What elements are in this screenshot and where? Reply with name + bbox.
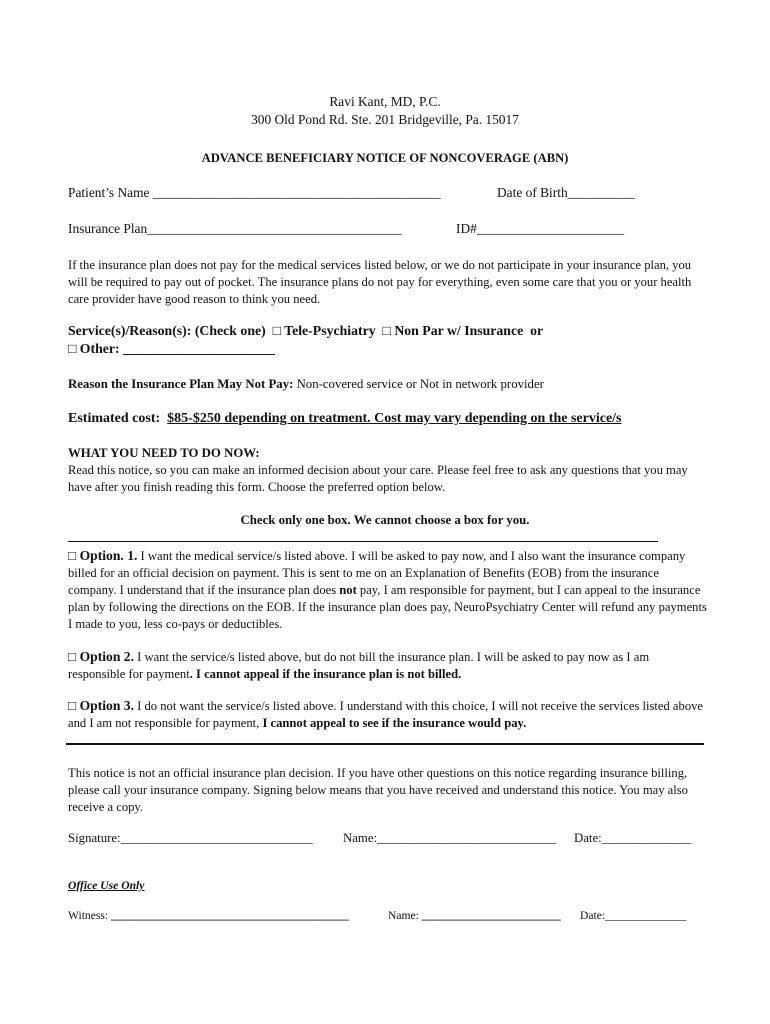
option-3-bold: I cannot appeal to see if the insurance would pay.: [262, 716, 527, 730]
practice-name: Ravi Kant, MD, P.C.: [329, 94, 441, 109]
witness-name-row: [388, 909, 561, 922]
other-checkbox[interactable]: □ Other: ______________________: [68, 341, 275, 356]
practice-address: 300 Old Pond Rd. Ste. 201 Bridgeville, Pa. 15017: [251, 112, 519, 127]
option-1-not: not: [339, 583, 357, 597]
tele-psychiatry-checkbox[interactable]: □ Tele-Psychiatry: [272, 323, 376, 338]
witness-field[interactable]: _________________________________________: [111, 909, 349, 922]
reason-row: [68, 377, 544, 392]
signature-field[interactable]: Signature:______________________________: [68, 831, 313, 845]
check-one-instruction: Check only one box. We cannot choose a box for you.: [240, 513, 530, 527]
form-title: ADVANCE BENEFICIARY NOTICE OF NONCOVERAGE (ABN): [201, 151, 569, 165]
witness-name-label: Name:: [388, 909, 422, 922]
estimated-cost-row: [68, 411, 622, 427]
witness-date-field[interactable]: Date:______________: [580, 909, 687, 922]
services-row: [68, 323, 543, 339]
notice-paragraph: This notice is not an official insurance plan decision. If you have other questions on this notice regarding insurance billing, please call your insurance company. Signing below means that you have received and understand this notice. You may also receive a copy.: [68, 766, 688, 814]
option-2-checkbox[interactable]: □ Option 2.: [68, 649, 134, 664]
estimated-cost-label: Estimated cost:: [68, 411, 161, 426]
option-2[interactable]: [68, 648, 708, 683]
office-use-heading: Office Use Only: [68, 879, 145, 892]
non-par-checkbox[interactable]: □ Non Par w/ Insurance: [382, 323, 524, 338]
services-or: or: [530, 323, 544, 338]
reason-label: Reason the Insurance Plan May Not Pay:: [68, 377, 294, 391]
option-1-checkbox[interactable]: □ Option. 1.: [68, 548, 138, 563]
option-1[interactable]: [68, 547, 708, 633]
option-2-text: I want the service/s listed above, but do not bill the insurance plan. I will be asked to pay now as I am responsible for payment: [68, 650, 650, 681]
patient-name-field[interactable]: Patient’s Name ___________________________________________: [68, 185, 441, 200]
date-of-birth-field[interactable]: Date of Birth__________: [497, 185, 635, 200]
witness-label: Witness:: [68, 909, 112, 922]
option-2-bold: . I cannot appeal if the insurance plan is not billed.: [189, 667, 462, 681]
signature-date-field[interactable]: Date:______________: [574, 831, 692, 845]
services-label: Service(s)/Reason(s): (Check one): [68, 323, 266, 338]
option-3-checkbox[interactable]: □ Option 3.: [68, 698, 134, 713]
option-1-text-b: pay, I am responsible for payment, but I can appeal to the insurance plan by following the directions on the EOB. If the insurance plan does pay, NeuroPsychiatry Center will refund any payments I made to you, less co-pays or deductibles.: [68, 583, 707, 631]
option-divider-top: [68, 541, 658, 542]
estimated-cost-value: $85-$250 depending on treatment. Cost may vary depending on the service/s: [167, 411, 622, 426]
intro-paragraph: If the insurance plan does not pay for the medical services listed below, or we do not participate in your insurance plan, you will be required to pay out of pocket. The insurance plans do not pay for everything, even some care that you or your health care provider have good reason to think you need.: [68, 258, 692, 306]
option-3-text: I do not want the service/s listed above. I understand with this choice, I will not receive the services listed above and I am not responsible for payment,: [68, 699, 704, 730]
option-divider-bottom: [66, 743, 704, 745]
id-field[interactable]: ID#______________________: [456, 221, 625, 236]
what-to-do-heading: WHAT YOU NEED TO DO NOW:: [68, 446, 260, 460]
reason-value: Non-covered service or Not in network provider: [296, 377, 544, 391]
signature-name-field[interactable]: Name:____________________________: [343, 831, 557, 845]
witness-name-field[interactable]: ________________________: [421, 909, 561, 922]
witness-row: [68, 909, 349, 922]
insurance-plan-field[interactable]: Insurance Plan______________________________________: [68, 221, 402, 236]
option-3[interactable]: [68, 697, 708, 732]
what-to-do-text: Read this notice, so you can make an informed decision about your care. Please feel free to ask any questions that you may have after you finish reading this form. Choose the preferred option below.: [68, 463, 688, 494]
option-1-text-a: I want the medical service/s listed above. I will be asked to pay now, and I also want the insurance company billed for an official decision on payment. This is sent to me on an Explanation of Benefits (EOB) from the insurance company. I understand that if the insurance plan does: [68, 549, 686, 597]
